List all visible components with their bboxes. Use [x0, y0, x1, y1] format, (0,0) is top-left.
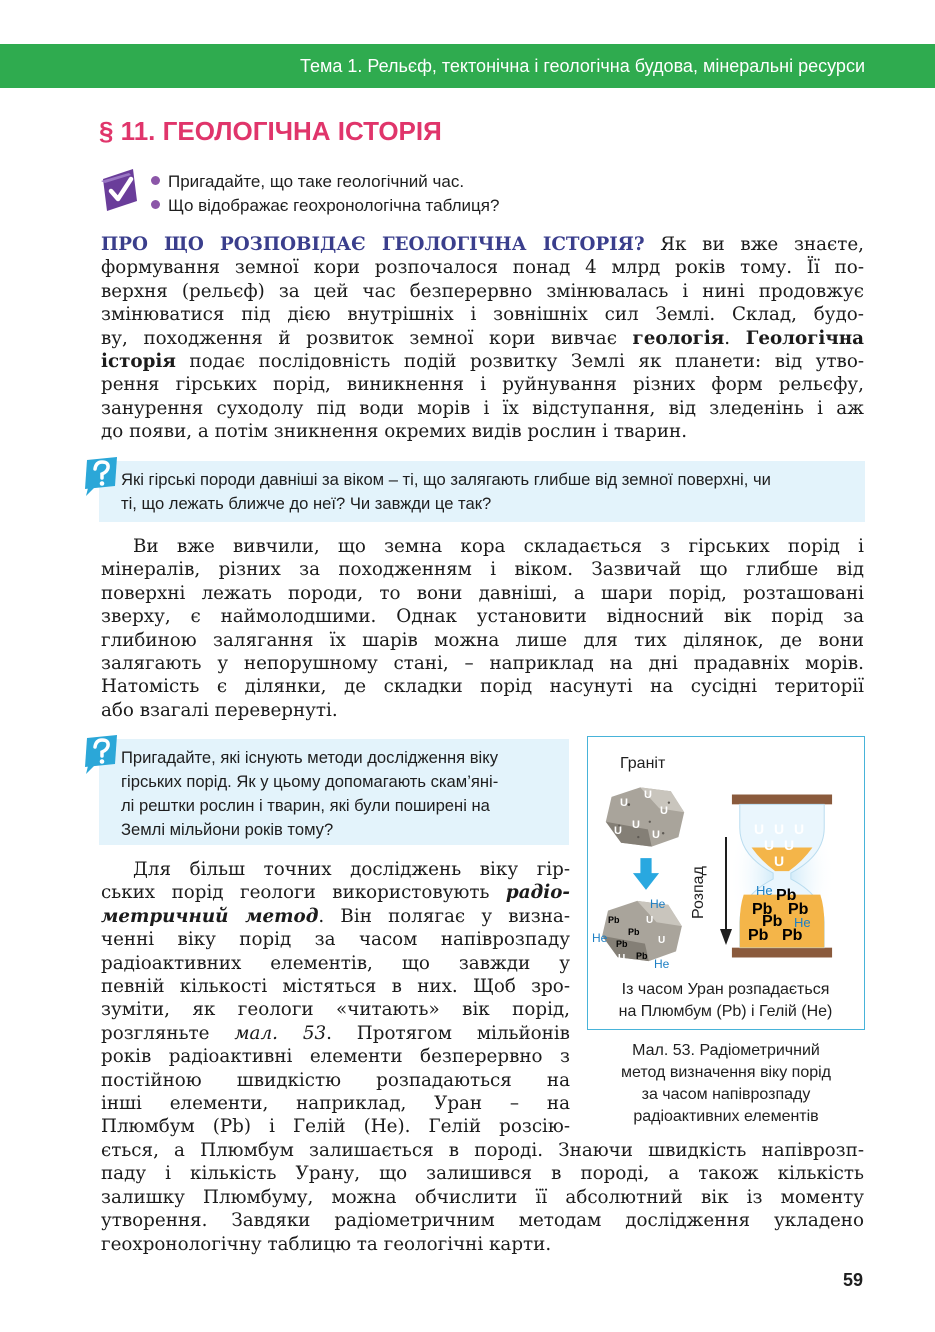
recall-list — [151, 170, 499, 218]
recall-item: Що відображає геохронологічна таблиця? — [151, 194, 499, 218]
question-box: Які гірські породи давніші за віком – ті, що залягають глибше від земної поверхні, чи ті, що лежать ближче до неї? Чи завжди це так? — [99, 461, 865, 522]
uranium-symbol: U — [774, 853, 785, 869]
uranium-symbol: U — [646, 915, 654, 926]
term-geological-history: Геологічна — [745, 327, 864, 349]
recall-item: Пригадайте, що таке геологічний час. — [151, 170, 499, 194]
bullet-icon — [151, 200, 160, 209]
uranium-symbol: U — [614, 825, 622, 837]
lead-symbol: Pb — [788, 901, 809, 918]
figure-reference: мал. 53 — [234, 1022, 327, 1044]
lead-symbol: Pb — [636, 951, 648, 961]
question-icon — [82, 734, 120, 774]
helium-symbol: He — [650, 897, 666, 911]
term-radiometric-method: радіо- — [505, 882, 570, 904]
uranium-symbol: U — [784, 837, 795, 853]
term-geology: геологія — [632, 327, 725, 349]
granite-label: Граніт — [620, 755, 666, 772]
arrow-down-icon — [632, 857, 660, 891]
topic-title: Тема 1. Рельєф, тектонічна і геологічна будова, мінеральні ресурси — [299, 56, 865, 76]
lead-symbol: Pb — [762, 913, 783, 930]
uranium-symbol: U — [764, 837, 775, 853]
uranium-symbol: U — [644, 789, 652, 801]
figure-subcaption: Із часом Уран розпадається на Плюмбум (Pb) і Гелій (He) — [618, 981, 833, 1020]
section-title: § 11. ГЕОЛОГІЧНА ІСТОРІЯ — [99, 116, 442, 146]
topic-header — [0, 44, 935, 88]
page-number: 59 — [843, 1270, 864, 1290]
question-box: Пригадайте, які існують методи дослідження віку гірських порід. Як у цьому допомагають скам’яні- лі рештки рослин і тварин, які були поширені на Землі мільйони років тому? — [99, 739, 569, 845]
uranium-symbol: U — [660, 805, 668, 817]
figure-caption: Мал. 53. Радіометричний метод визначення віку порід за часом напіврозпаду радіоактивних елементів — [620, 1042, 832, 1125]
uranium-symbol: U — [632, 819, 640, 831]
helium-symbol: He — [592, 931, 608, 945]
uranium-symbol: U — [620, 797, 628, 809]
question-icon — [82, 456, 120, 496]
helium-symbol: He — [756, 883, 773, 898]
helium-symbol: He — [794, 915, 811, 930]
uranium-symbol: U — [618, 953, 626, 964]
lead-symbol: Pb — [616, 939, 628, 949]
figure-radiometric-method — [587, 736, 865, 1030]
lead-symbol: Pb — [776, 887, 797, 904]
lead-symbol: Pb — [748, 927, 769, 944]
body-paragraph-1: Ви вже вивчили, що земна кора складається з гірських порід і мінералів, різних за походженням і віком. Зазвичай що глибше від поверхні лежать породи, то вони давніші, а шари порід, розташовані зверху, є наймолодшими. Однак установити відносний вік порід за глибиною залягання їх шарів можна лише для тих ділянок, де вони залягають у непорушному стані, – наприклад на дні прадавніх морів. Натомість є ділянки, де складки порід насунуті на сусідні території або взагалі перевернуті. — [101, 536, 864, 721]
uranium-symbol: U — [754, 821, 765, 837]
body-paragraph-2: Для більш точних досліджень віку гір- ських порід геологи використовують радіо- метричний метод. Він полягає у визна- ченні віку порід за часом напіврозпаду радіоактивних елементів, що завжди у певній кількості містяться в них. Щоб зро- зуміти, як геологи «читають» вік порід, розгляньте мал. 53. Протягом мільйонів років радіоактивні елементи безперервно з постійною швидкістю розпадаються на інші елементи, наприклад, Уран – на Плюмбум (Pb) і Гелій (He). Гелій розсію- — [101, 859, 570, 1138]
uranium-symbol: U — [658, 935, 666, 946]
section-lead: ПРО ЩО РОЗПОВІДАЄ ГЕОЛОГІЧНА ІСТОРІЯ? — [101, 234, 645, 255]
lead-symbol: Pb — [608, 915, 620, 925]
intro-paragraph: ПРО ЩО РОЗПОВІДАЄ ГЕОЛОГІЧНА ІСТОРІЯ? Як ви вже знаєте, формування земної кори розпочалося понад 4 млрд років тому. Її по- верхня (рельєф) за цей час безперервно змінювалась і нині продовжує змінюватися під дією внутрішніх і зовнішніх сил Землі. Склад, будо- ву, походження й розвиток земної кори вивчає геологія. Геологічна історія подає послідовність подій розвитку Землі як планети: від утво- рення гірських порід, виникнення і руйнування різних форм рельєфу, занурення суходолу під води морів і їх відступання, від зледенінь і аж до появи, а потім зникнення окремих видів рослин і тварин. — [101, 234, 864, 443]
helium-symbol: He — [654, 957, 670, 971]
uranium-symbol: U — [774, 821, 785, 837]
uranium-symbol: U — [794, 821, 805, 837]
checkmark-icon — [99, 167, 141, 213]
uranium-symbol: U — [652, 829, 660, 841]
body-paragraph-2-continued: ється, а Плюмбум залишається в породі. Знаючи швидкість напіврозп- паду і кількість Урану, що залишився в породі, а також кількість залишку Плюмбуму, можна обчислити її абсолютний вік із моменту утворення. Завдяки радіометричним методам дослідження укладено геохронологічну таблицю та геологічні карти. — [101, 1140, 864, 1255]
lead-symbol: Pb — [752, 901, 773, 918]
bullet-icon — [151, 176, 160, 185]
lead-symbol: Pb — [628, 927, 640, 937]
lead-symbol: Pb — [782, 927, 803, 944]
decay-label: Розпад — [690, 866, 707, 919]
